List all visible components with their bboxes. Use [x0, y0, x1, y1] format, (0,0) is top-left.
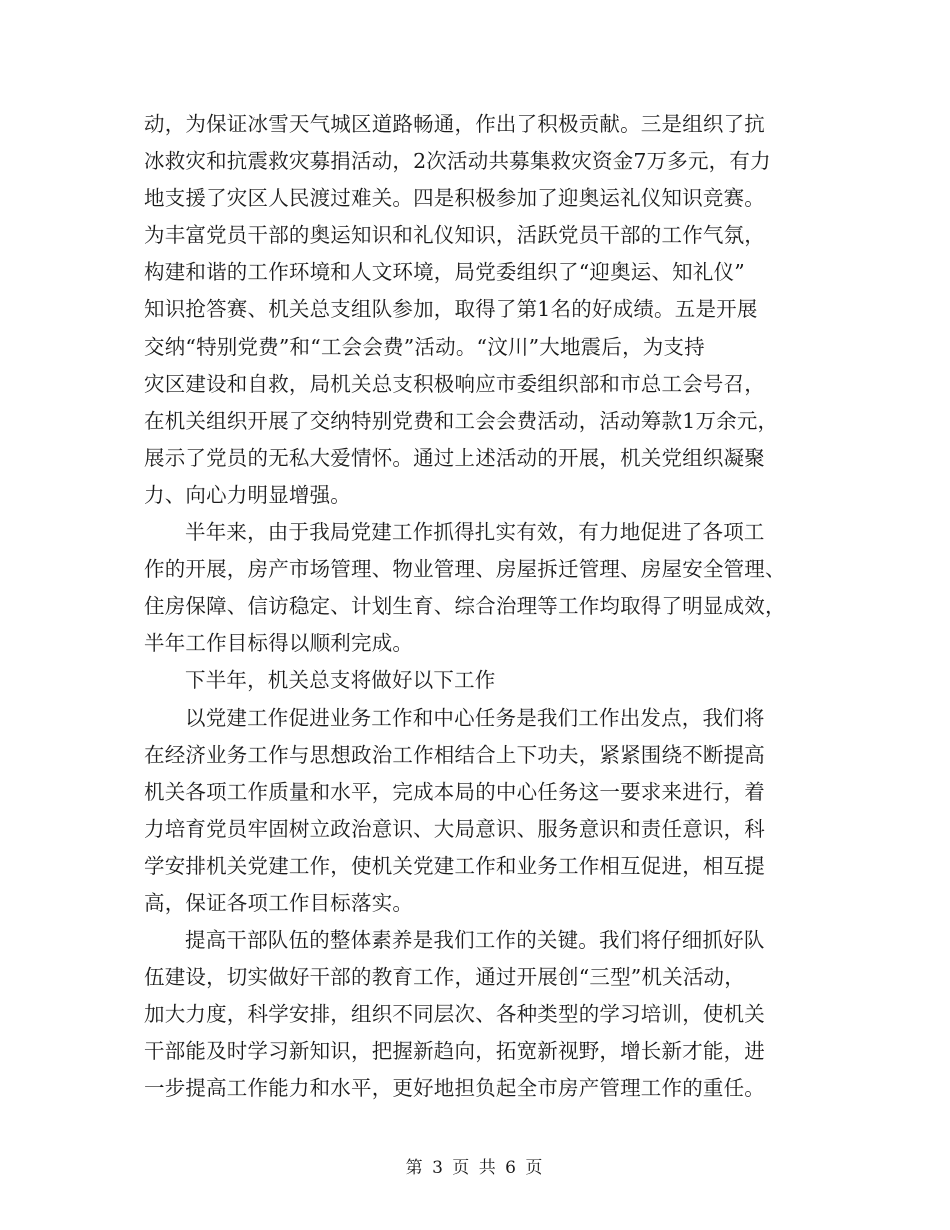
- text-line: 半年工作目标得以顺利完成。: [144, 631, 414, 656]
- text-line: 地支援了灾区人民渡过难关。四是积极参加了迎奥运礼仪知识竞赛。: [144, 186, 765, 211]
- page-number-footer: 第 3 页 共 6 页: [405, 1158, 545, 1178]
- text-line: 交纳“特别党费”和“工会会费”活动。“汶川”大地震后，为支持: [144, 334, 705, 359]
- text-line: 力培育党员牢固树立政治意识、大局意识、服务意识和责任意识，科: [144, 816, 765, 841]
- text-line: 在机关组织开展了交纳特别党费和工会会费活动，活动筹款1万余元，: [144, 408, 779, 433]
- text-line: 知识抢答赛、机关总支组队参加，取得了第1名的好成绩。五是开展: [144, 297, 758, 322]
- text-line: 展示了党员的无私大爱情怀。通过上述活动的开展，机关党组织凝聚: [144, 445, 765, 470]
- text-line: 一步提高工作能力和水平，更好地担负起全市房产管理工作的重任。: [144, 1076, 765, 1101]
- text-line: 高，保证各项工作目标落实。: [144, 890, 414, 915]
- paragraph-first-line: 提高干部队伍的整体素养是我们工作的关键。我们将仔细抓好队: [185, 928, 765, 953]
- text-line: 灾区建设和自救，局机关总支积极响应市委组织部和市总工会号召，: [144, 371, 765, 396]
- text-line: 加大力度，科学安排，组织不同层次、各种类型的学习培训，使机关: [144, 1002, 765, 1027]
- text-line: 冰救灾和抗震救灾募捐活动，2次活动共募集救灾资金7万多元，有力: [144, 149, 771, 174]
- text-line: 住房保障、信访稳定、计划生育、综合治理等工作均取得了明显成效，: [144, 594, 786, 619]
- text-line: 力、向心力明显增强。: [144, 482, 351, 507]
- section-heading: 下半年，机关总支将做好以下工作: [185, 668, 496, 693]
- document-body: [144, 106, 804, 1108]
- paragraph-first-line: 以党建工作促进业务工作和中心任务是我们工作出发点，我们将: [185, 705, 765, 730]
- text-line: 在经济业务工作与思想政治工作相结合上下功夫，紧紧围绕不断提高: [144, 742, 765, 767]
- text-line: 干部能及时学习新知识，把握新趋向，拓宽新视野，增长新才能，进: [144, 1039, 765, 1064]
- text-line: 为丰富党员干部的奥运知识和礼仪知识，活跃党员干部的工作气氛，: [144, 223, 765, 248]
- text-line: 作的开展，房产市场管理、物业管理、房屋拆迁管理、房屋安全管理、: [144, 557, 786, 582]
- paragraph-first-line: 半年来，由于我局党建工作抓得扎实有效，有力地促进了各项工: [185, 520, 765, 545]
- text-line: 构建和谐的工作环境和人文环境，局党委组织了“迎奥运、知礼仪”: [144, 260, 745, 285]
- text-line: 伍建设，切实做好干部的教育工作，通过开展创“三型”机关活动，: [144, 965, 745, 990]
- text-line: 动，为保证冰雪天气城区道路畅通，作出了积极贡献。三是组织了抗: [144, 112, 765, 136]
- text-line: 机关各项工作质量和水平，完成本局的中心任务这一要求来进行，着: [144, 779, 765, 804]
- text-line: 学安排机关党建工作，使机关党建工作和业务工作相互促进，相互提: [144, 853, 765, 878]
